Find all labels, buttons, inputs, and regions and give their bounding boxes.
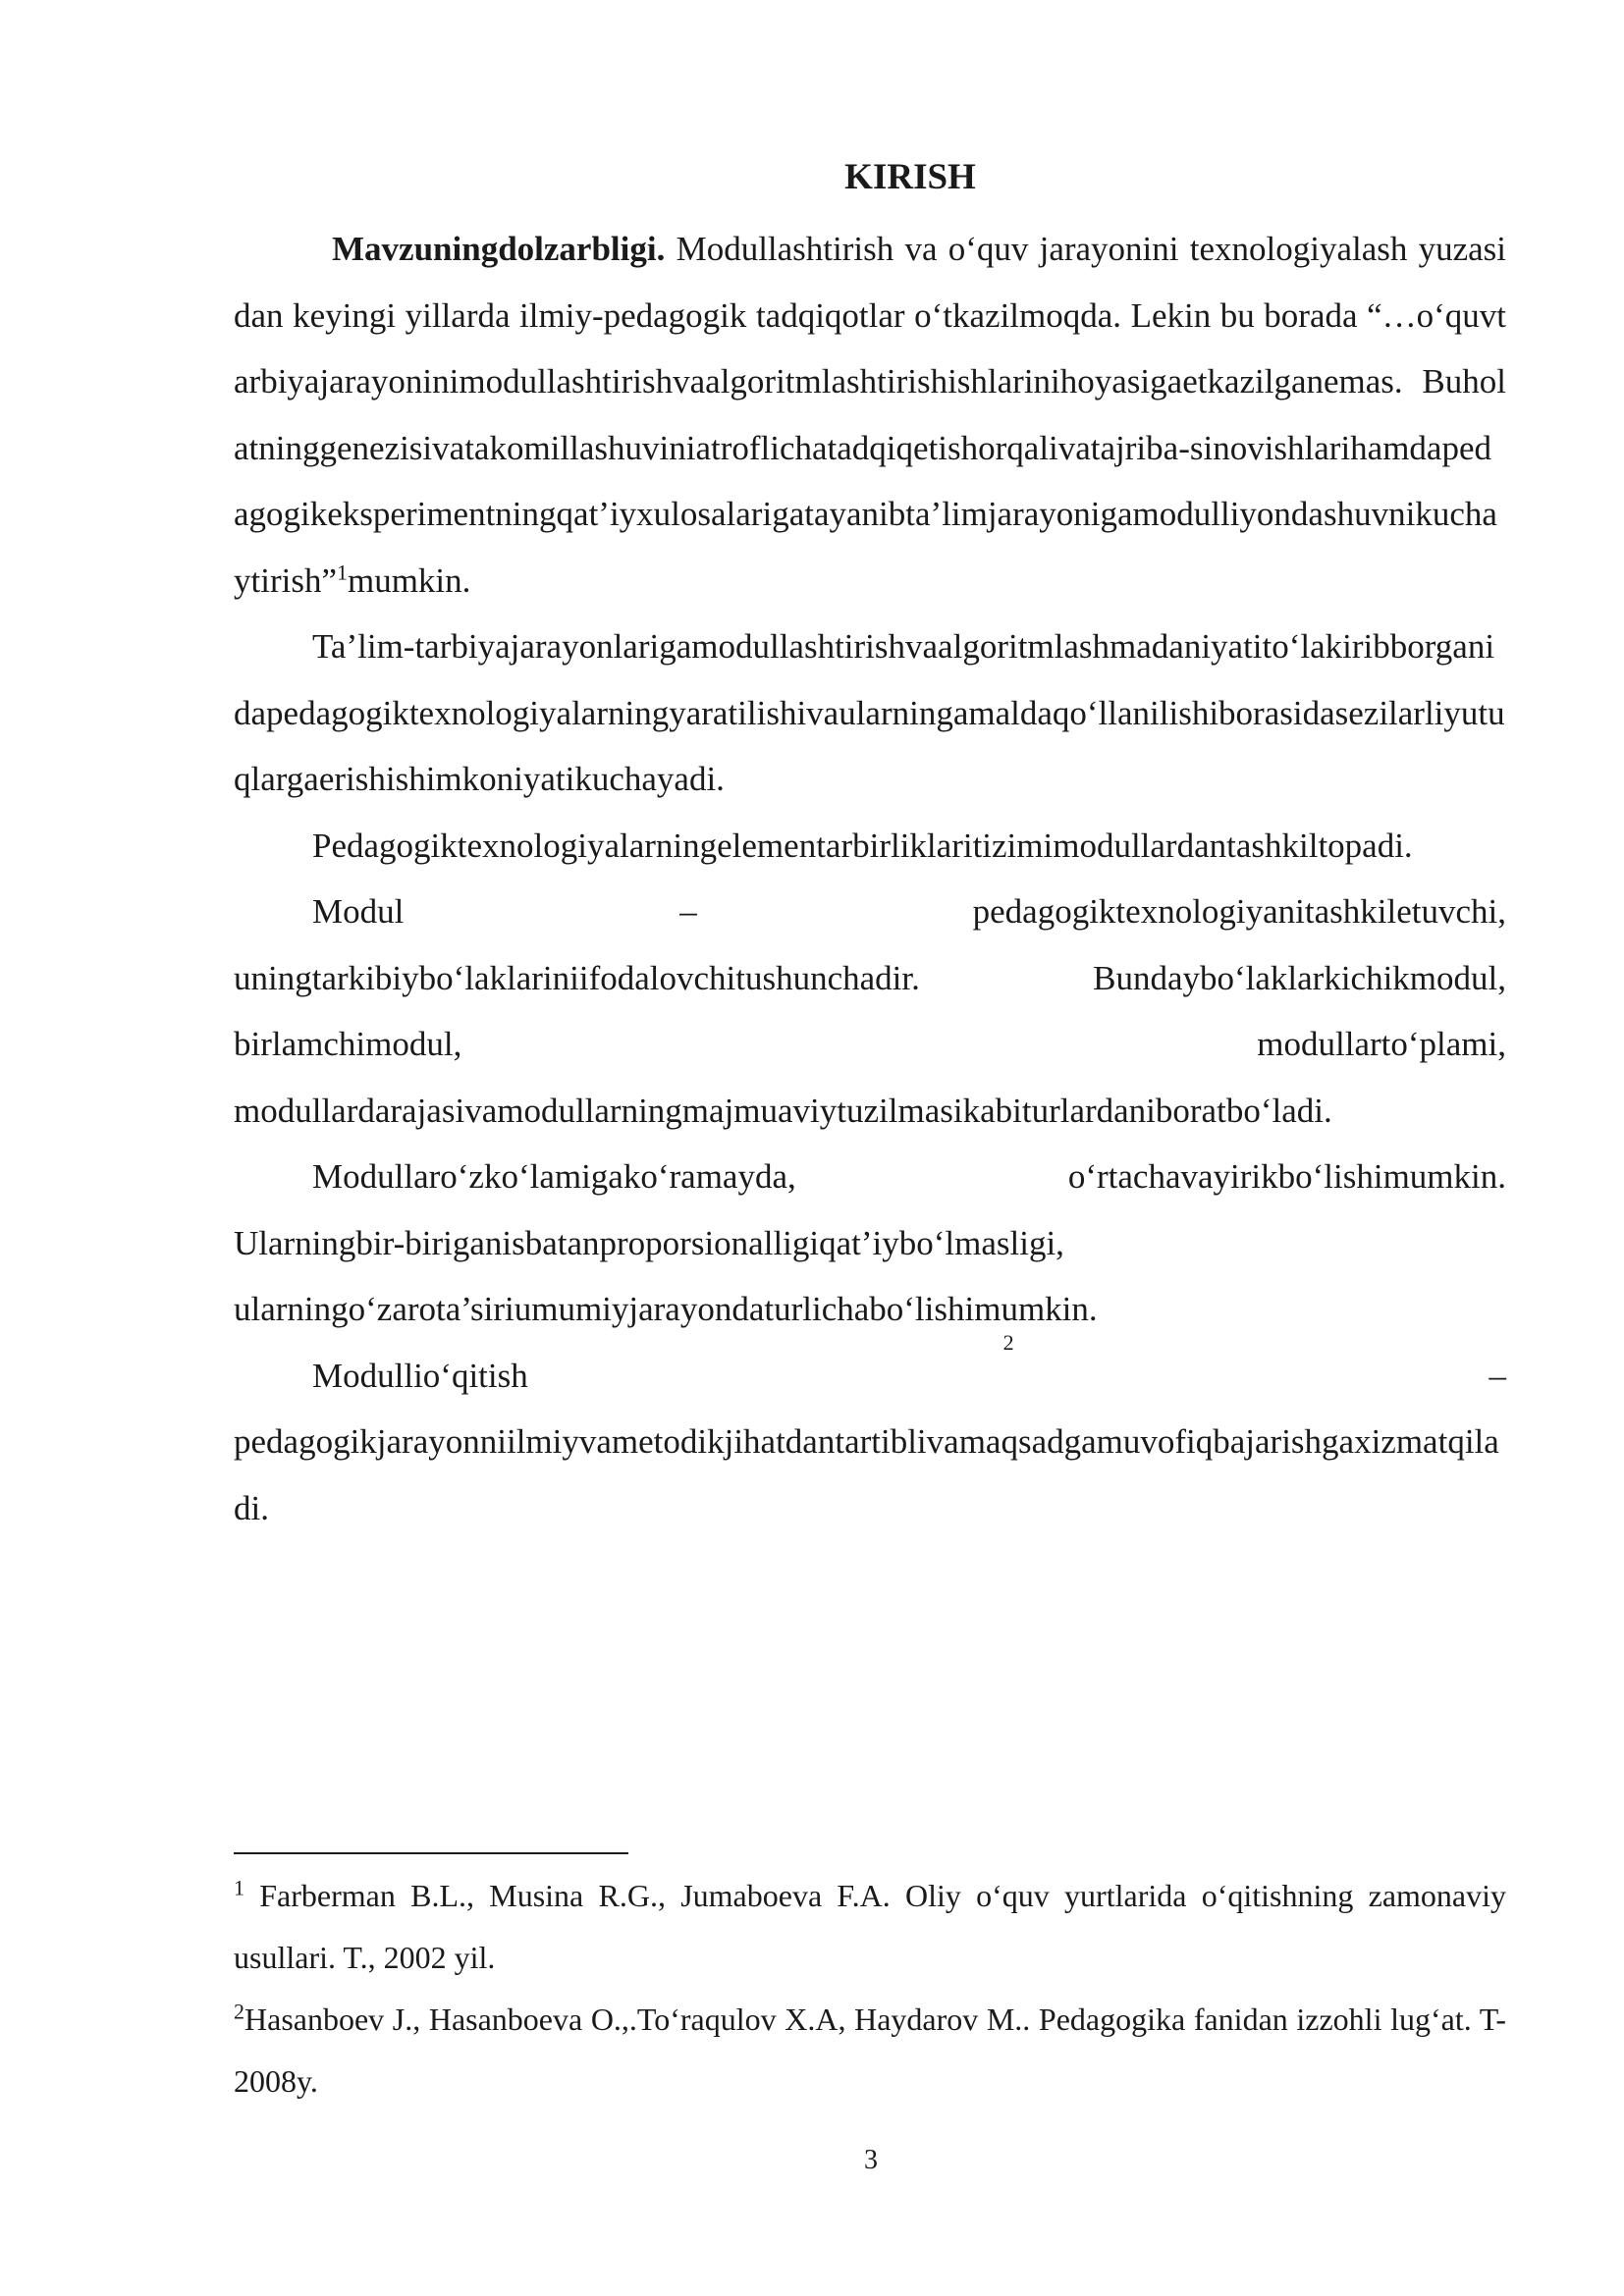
intro-lead: Mavzuningdolzarbligi. [332, 230, 666, 268]
intro-paragraph [234, 216, 1506, 614]
paragraph-4-line-4: modullardarajasivamodullarningmajmuaviytuzilmasikabiturlardaniboratbo‘ladi. [234, 1091, 1332, 1130]
text-span: modullarto‘plami, [1257, 1025, 1506, 1063]
paragraph-6 [234, 1329, 1506, 1542]
paragraph-4-line-3 [234, 1011, 1506, 1078]
dash: – [679, 892, 697, 931]
text-span: Bundaybo‘laklarkichikmodul, [1093, 958, 1506, 997]
paragraph-3: Pedagogiktexnologiyalarningelementarbirliklaritizimimodullardantashkiltopadi. [312, 826, 1413, 865]
text-span: Modullio‘qitish [312, 1356, 528, 1395]
intro-tail: mumkin. [347, 561, 471, 600]
body-text [234, 216, 1506, 1541]
paragraph-6-line-1 [234, 1329, 1506, 1410]
footnote-number: 2 [234, 1999, 244, 2024]
footnote-text: Hasanboev J., Hasanboeva O.,.To‘raqulov X.A, Haydarov M.. Pedagogika fanidan izzohli lug‘at. T-2008y. [234, 2002, 1506, 2099]
footnote-ref-1[interactable]: 1 [336, 559, 348, 584]
paragraph-4-line-2 [234, 945, 1506, 1012]
footnote-2 [234, 1989, 1506, 2112]
paragraph-5-line-2: Ularningbir-biriganisbatanproporsionalligiqat’iybo‘lmasligi, [234, 1223, 1064, 1262]
paragraph-4-line-1 [234, 879, 1506, 945]
text-span: Modul [312, 892, 405, 931]
paragraph-4 [234, 879, 1506, 1144]
footnote-text: Farberman B.L., Musina R.G., Jumaboeva F.A. Oliy o‘quv yurtlarida o‘qitishning zamonaviy usullari. T., 2002 yil. [234, 1878, 1506, 1975]
text-span: uningtarkibiybo‘laklariniifodalovchitushunchadir. [234, 958, 920, 997]
text-span: o‘rtachavayirikbo‘lishimumkin. [1067, 1157, 1506, 1196]
dash: – [1489, 1356, 1506, 1395]
footnote-ref-2[interactable]: 2 [1002, 1329, 1014, 1355]
paragraph-5 [234, 1144, 1506, 1343]
intro-text: Modullashtirish va o‘quv jarayonini texnologiyalash yuzasidan keyingi yillarda ilmiy-pedagogik tadqiqotlar o‘tkazilmoqda. Lekin bu borada “…o‘quvtarbiyajarayoninimodullashtirishvaalgoritmlashtirishishlarinihoyasigaetkazilganemas. Buholatninggenezisivatakomillashuviniatroflichatadqiqetishorqalivatajriba-sinovishlarihamdapedagogikeksperimentningqat’iyxulosalarigatayanibta’limjarayonigamodulliyondashuvnikuchaytirish” [234, 230, 1506, 600]
paragraph-5-line-1 [234, 1144, 1506, 1210]
footnote-separator [234, 1852, 628, 1854]
footnote-1 [234, 1865, 1506, 1989]
footnote-number: 1 [234, 1875, 244, 1900]
page-title: KIRISH [844, 157, 976, 197]
paragraph-2: Ta’lim-tarbiyajarayonlarigamodullashtirishvaalgoritmlashmadaniyatito‘lakiribborganidapedagogiktexnologiyalarningyaratilishivaularningamaldaqo‘llanilishiborasidasezilarliyutuqlargaerishishimkoniyatikuchayadi. [234, 627, 1505, 798]
footnotes [234, 1865, 1506, 2112]
paragraph-5-line-3: ularningo‘zarota’siriumumiyjarayondaturlichabo‘lishimumkin. [234, 1290, 1098, 1328]
text-span: Modullaro‘zko‘lamigako‘ramayda, [312, 1157, 796, 1196]
page-number: 3 [864, 2145, 878, 2175]
text-span: birlamchimodul, [234, 1025, 462, 1063]
text-span: pedagogiktexnologiyanitashkiletuvchi, [972, 892, 1506, 931]
paragraph-6-rest: pedagogikjarayonniilmiyvametodikjihatdantartiblivamaqsadgamuvofiqbajarishgaxizmatqiladi. [234, 1422, 1499, 1527]
